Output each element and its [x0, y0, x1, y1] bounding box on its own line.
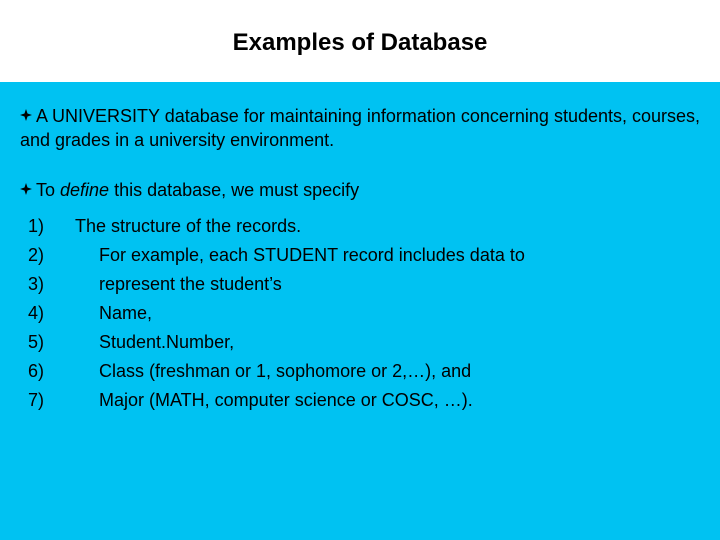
bullet-paragraph-2 [20, 178, 700, 202]
list-number: 1) [28, 216, 45, 236]
list-number: 6) [28, 361, 45, 381]
bullet-paragraph-1 [20, 104, 700, 152]
list-text: Name, [99, 303, 153, 323]
list-number: 7) [28, 390, 45, 410]
list-item [20, 212, 700, 241]
slide-content [0, 82, 720, 540]
numbered-list [20, 212, 700, 415]
list-text: represent the student’s [99, 274, 282, 294]
list-number: 3) [28, 274, 45, 294]
list-item [20, 241, 700, 270]
diamond-bullet-icon [20, 183, 32, 195]
bullet-text-suffix: this database, we must specify [109, 180, 360, 200]
list-item [20, 328, 700, 357]
title-bar [0, 0, 720, 82]
list-text: Student.Number, [99, 332, 235, 352]
list-number: 5) [28, 332, 45, 352]
list-item [20, 386, 700, 415]
list-text: Class (freshman or 1, sophomore or 2,…), and [99, 361, 472, 381]
slide-title: Examples of Database [232, 29, 488, 56]
bullet-text-prefix: To [36, 180, 61, 200]
list-number: 4) [28, 303, 45, 323]
list-item [20, 357, 700, 386]
list-text: For example, each STUDENT record includes data to [99, 245, 525, 265]
bullet-text: A UNIVERSITY database for maintaining information concerning students, courses, and grades in a university environment. [20, 106, 701, 150]
list-number: 2) [28, 245, 45, 265]
diamond-bullet-icon [20, 109, 32, 121]
list-text: Major (MATH, computer science or COSC, …). [99, 390, 473, 410]
list-text: The structure of the records. [75, 216, 302, 236]
list-item [20, 270, 700, 299]
bullet-text-emphasis: define [60, 180, 110, 200]
list-item [20, 299, 700, 328]
